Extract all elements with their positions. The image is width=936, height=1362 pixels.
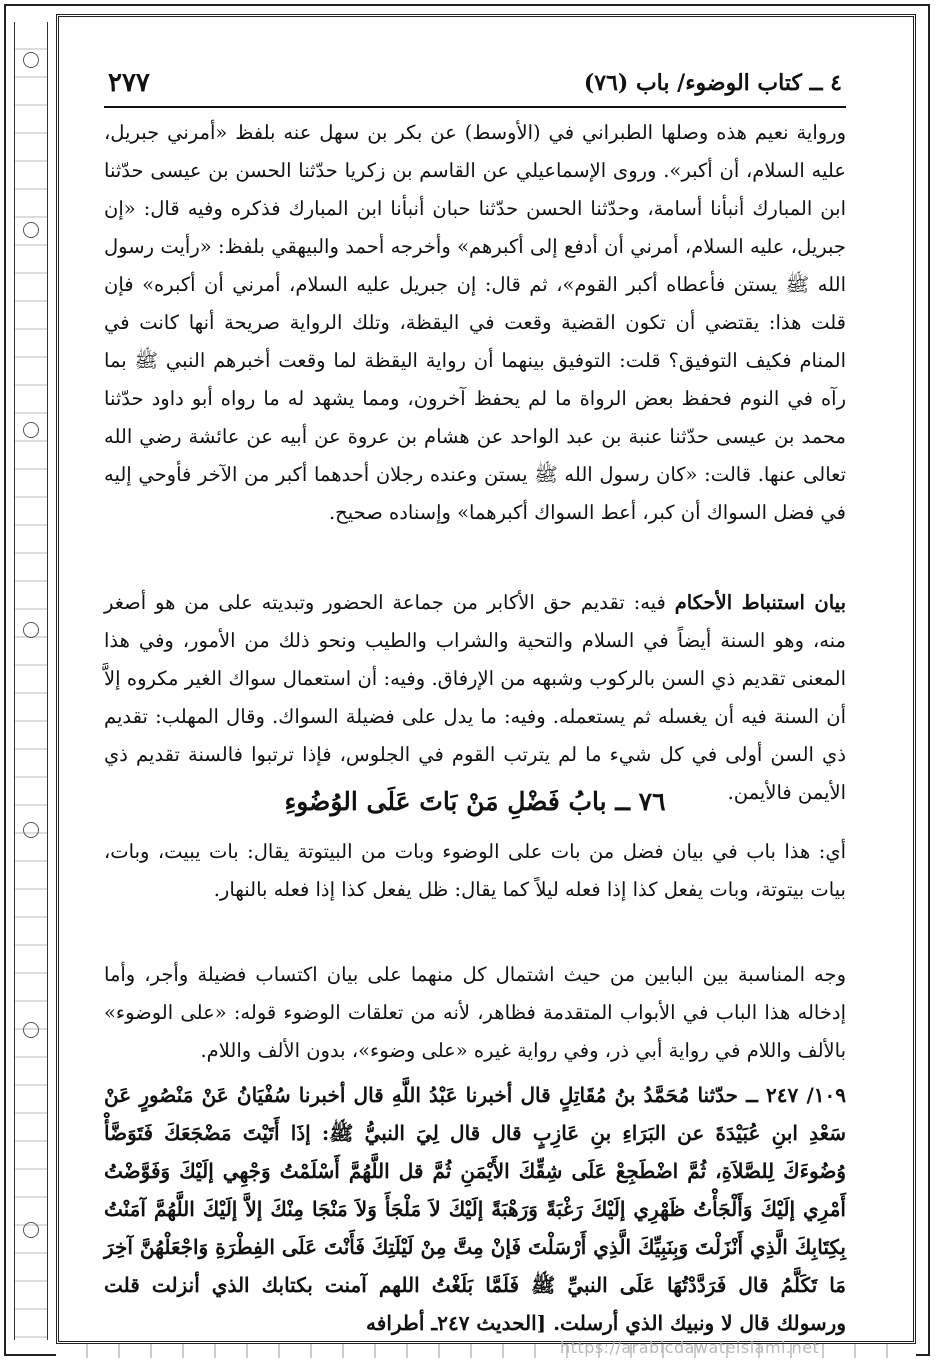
running-title: ٤ ــ كتاب الوضوء/ باب (٧٦) xyxy=(583,70,842,96)
paragraph-rulings xyxy=(104,584,846,812)
section-body: فيه: تقديم حق الأكابر من جماعة الحضور وتبديته على من هو أصغر منه، وهو السنة أيضاً في السلام والتحية والشراب والطيب ونحو ذلك من الأمور، وفي هذا المعنى تقديم ذي السن بالركوب وشبهه من الإرفاق. وفيه: أن استعمال سواك الغير مكروه إلاَّ أن السنة فيه أن يغسله ثم يستعمله. وفيه: ما يدل على فضيلة السواك. وقال المهلب: تقديم ذي السن أولى في كل شيء ما لم يترتب القوم في الجلوس، فإذا ترتبوا فالسنة تقديم ذي الأيمن فالأيمن. xyxy=(104,591,846,804)
page-number: ٢٧٧ xyxy=(108,68,150,98)
paragraph-explanation: أي: هذا باب في بيان فضل من بات على الوضوء وبات من البيتوتة يقال: بات يبيت، وبات، بيات بيتوتة، وبات يفعل كذا إذا فعله ليلاً كما يقال: ظل يفعل كذا إذا فعله بالنهار. xyxy=(104,840,846,901)
running-header xyxy=(104,66,846,108)
section-lead: بيان استنباط الأحكام xyxy=(674,591,846,614)
watermark-url: https://arabicdawateislami.net xyxy=(560,1338,820,1357)
paragraph-commentary: ورواية نعيم هذه وصلها الطبراني في (الأوسط) عن بكر بن سهل عنه بلفظ «أمرني جبريل، عليه السلام، أن أكبر». وروى الإسماعيلي عن القاسم بن زكريا حدّثنا الحسن بن عيسى حدّثنا ابن المبارك أنبأنا أسامة، وحدّثنا الحسن حدّثنا حبان أنبأنا ابن المبارك فذكره وفيه قال: «إن جبريل، عليه السلام، أمرني أن أدفع إلى أكبرهم» وأخرجه أحمد والبيهقي بلفظ: «رأيت رسول الله ﷺ يستن فأعطاه أكبر القوم»، ثم قال: إن جبريل عليه السلام، أمرني أن أكبره» فإن قلت هذا: يقتضي أن تكون القضية وقعت في اليقظة، وتلك الرواية صريحة أنها كانت في المنام فكيف التوفيق؟ قلت: التوفيق بينهما أن رواية اليقظة لما وقعت أخبرهم النبي ﷺ بما رآه في النوم فحفظ بعض الرواة ما لم يحفظ آخرون، ومما يشهد له ما رواه أبو داود حدّثنا محمد بن عيسى حدّثنا عنبة بن عبد الواحد عن هشام بن عروة عن أبيه عن عائشة رضي الله تعالى عنها. قالت: «كان رسول الله ﷺ يستن وعنده رجلان أحدهما أكبر من الآخر فأوحي إليه في فضل السواك أن كبر، أعط السواك أكبرهما» وإسناده صحيح. xyxy=(104,121,846,524)
chapter-heading: ٧٦ ــ بابُ فَضْلِ مَنْ بَاتَ عَلَى الوُضُوءِ xyxy=(284,787,666,816)
page-body xyxy=(104,58,846,1342)
paragraph-relevance: وجه المناسبة بين البابين من حيث اشتمال كل منهما على بيان اكتساب فضيلة وأجر، وأما إدخاله هذا الباب في الأبواب المتقدمة فظاهر، لأنه من تعلقات الوضوء قوله: «على الوضوء» بالألف واللام في رواية أبي ذر، وفي رواية غيره «على وضوء»، بدون الألف واللام. xyxy=(104,963,846,1062)
hadith-text: ١٠٩/ ٢٤٧ ــ حدّثنا مُحَمَّدُ بنُ مُقَاتِلٍ قال أخبرنا عَبْدُ اللَّهِ قال أخبرنا سُفْيَانُ عَنْ مَنْصُورٍ عَنْ سَعْدِ ابنِ عُبَيْدَةَ عن البَرَاءِ بنِ عَازِبٍ قال قال لِيَ النبيُّ ﷺ: إذَا أَتَيْتَ مَضْجَعَكَ فَتَوَضَّأْ وُضُوءَكَ لِلصَّلاَةِ، ثُمَّ اضْطَجِعْ عَلَى شِقِّكَ الأَيْمَنِ ثُمَّ قل اللَّهُمَّ أَسْلَمْتُ وَجْهِي إلَيْكَ وَفَوَّضْتُ أَمْرِي إلَيْكَ وَأَلْجَأْتُ ظَهْرِي إلَيْكَ رَغْبَةً وَرَهْبَةً إلَيْكَ لاَ مَلْجَأَ وَلاَ مَنْجَا مِنْكَ إلاَّ إلَيْكَ اللَّهُمَّ آمَنْتُ بِكِتَابِكَ الَّذِي أَنْزَلْتَ وَبِنَبِيِّكَ الَّذِي أَرْسَلْتَ فَإنْ مِتَّ مِنْ لَيْلَتِكَ فَأَنْتَ عَلَى الفِطْرَةِ وَاجْعَلْهُنَّ آخِرَ مَا تَكَلَّمُ قال فَرَدَّدْتُهَا عَلَى النبيِّ ﷺ فَلَمَّا بَلَغْتُ اللهم آمنت بكتابك الذي أنزلت قلت ورسولك قال لا ونبيك الذي أرسلت. [الحديث ٢٤٧ـ أطرافه xyxy=(104,1083,846,1335)
